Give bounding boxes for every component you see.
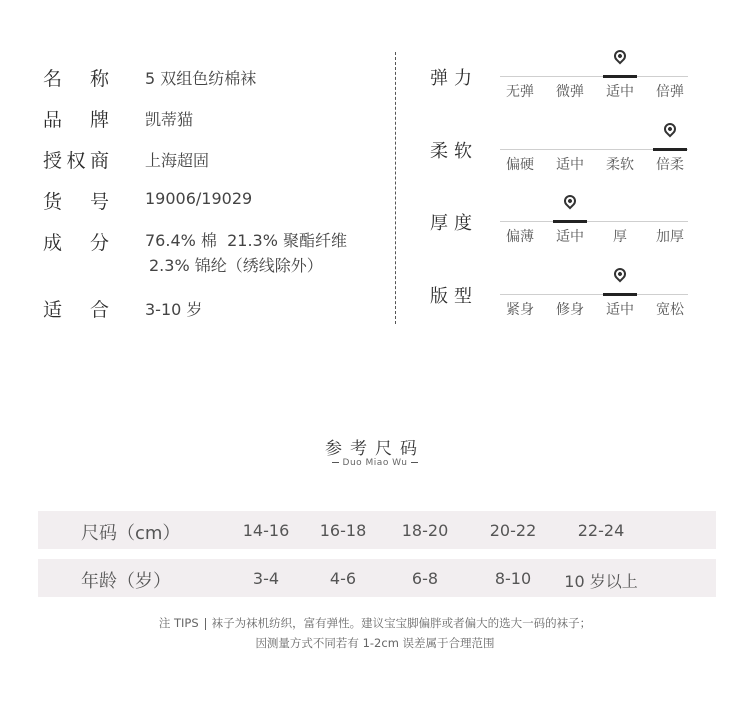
composition-line-2: 2.3% 锦纶（绣线除外）	[149, 256, 323, 275]
table-cell: 20-22	[489, 521, 537, 540]
age-row	[38, 559, 716, 597]
spec-label	[43, 105, 109, 132]
spec-label-char: 分	[89, 232, 109, 254]
location-pin-icon	[553, 195, 587, 223]
scale-title: 弹力	[430, 68, 478, 89]
spec-label-char: 名	[43, 68, 63, 90]
scale-option: 适中	[556, 157, 584, 173]
spec-value: 上海超固	[145, 151, 210, 170]
spec-label-char: 货	[43, 191, 63, 213]
scale-title: 厚度	[430, 213, 478, 234]
scale-option: 紧身	[506, 302, 534, 318]
scale-option: 偏薄	[506, 229, 534, 245]
spec-label-char: 称	[89, 68, 109, 90]
spec-value	[145, 228, 347, 278]
scale-option: 加厚	[656, 229, 684, 245]
scale-elasticity	[430, 52, 730, 102]
scale-title: 柔软	[430, 141, 478, 162]
size-row-label: 尺码（cm）	[81, 523, 181, 544]
tips-separator	[205, 618, 206, 630]
spec-row-composition	[0, 228, 390, 278]
spec-label	[43, 146, 109, 173]
spec-value: 凯蒂猫	[145, 110, 194, 129]
spec-row-age	[0, 295, 390, 319]
tips-prefix: 注 TIPS	[158, 616, 199, 630]
table-cell: 18-20	[401, 521, 449, 540]
scale-option: 修身	[556, 302, 584, 318]
size-chart-title: 参考尺码	[325, 439, 425, 459]
composition-line-1: 76.4% 棉 21.3% 聚酯纤维	[145, 231, 348, 250]
scale-line	[500, 294, 688, 295]
scale-option: 厚	[613, 229, 627, 245]
vertical-divider	[395, 52, 396, 324]
location-pin-icon	[603, 268, 637, 296]
age-row-label: 年龄（岁）	[81, 571, 171, 592]
spec-value: 19006/19029	[145, 189, 253, 208]
tips-text-1: 袜子为袜机纺织，富有弹性。建议宝宝脚偏胖或者偏大的选大一码的袜子；	[211, 616, 592, 630]
scale-option: 倍柔	[656, 157, 684, 173]
table-cell: 4-6	[329, 569, 357, 588]
scale-option: 倍弹	[656, 84, 684, 100]
tips-note	[0, 613, 750, 653]
spec-label-char: 合	[89, 299, 109, 321]
spec-row-name	[0, 64, 390, 88]
table-cell: 22-24	[577, 521, 625, 540]
table-cell: 3-4	[252, 569, 280, 588]
spec-label	[43, 64, 109, 91]
spec-label-char: 成	[43, 232, 63, 254]
size-row	[38, 511, 716, 549]
spec-value: 3-10 岁	[145, 300, 203, 319]
scale-option: 柔软	[606, 157, 634, 173]
scale-option: 宽松	[656, 302, 684, 318]
spec-value: 5 双组色纺棉袜	[145, 69, 257, 88]
table-cell: 10 岁以上	[564, 572, 638, 591]
spec-row-item-number	[0, 187, 390, 211]
table-cell: 6-8	[411, 569, 439, 588]
scale-option: 无弹	[506, 84, 534, 100]
table-cell: 8-10	[494, 569, 532, 588]
table-cell: 14-16	[242, 521, 290, 540]
spec-label-char: 号	[89, 191, 109, 213]
scale-fit	[430, 270, 730, 320]
scale-softness	[430, 125, 730, 175]
scale-thickness	[430, 197, 730, 247]
scale-line	[500, 221, 688, 222]
scale-option: 偏硬	[506, 157, 534, 173]
spec-label-char: 授	[43, 150, 63, 172]
spec-label-char: 权	[66, 150, 86, 172]
tips-line-2: 因测量方式不同若有 1-2cm 误差属于合理范围	[255, 636, 495, 650]
table-cell: 16-18	[319, 521, 367, 540]
spec-label-char: 牌	[89, 109, 109, 131]
spec-row-licensor	[0, 146, 390, 170]
scale-option: 适中	[606, 302, 634, 318]
location-pin-icon	[603, 50, 637, 78]
spec-label-char: 品	[43, 109, 63, 131]
scale-option: 适中	[606, 84, 634, 100]
spec-label-char: 适	[43, 299, 63, 321]
spec-label	[43, 187, 109, 214]
spec-row-brand	[0, 105, 390, 129]
spec-label-char: 商	[89, 150, 109, 172]
scale-option: 适中	[556, 229, 584, 245]
spec-label	[43, 228, 109, 255]
tips-line-1	[0, 613, 750, 633]
spec-label	[43, 295, 109, 322]
scale-option: 微弹	[556, 84, 584, 100]
scale-title: 版型	[430, 286, 478, 307]
location-pin-icon	[653, 123, 687, 151]
subtitle-text: Duo Miao Wu	[342, 458, 408, 468]
scale-line	[500, 76, 688, 77]
size-chart-subtitle	[0, 458, 750, 468]
